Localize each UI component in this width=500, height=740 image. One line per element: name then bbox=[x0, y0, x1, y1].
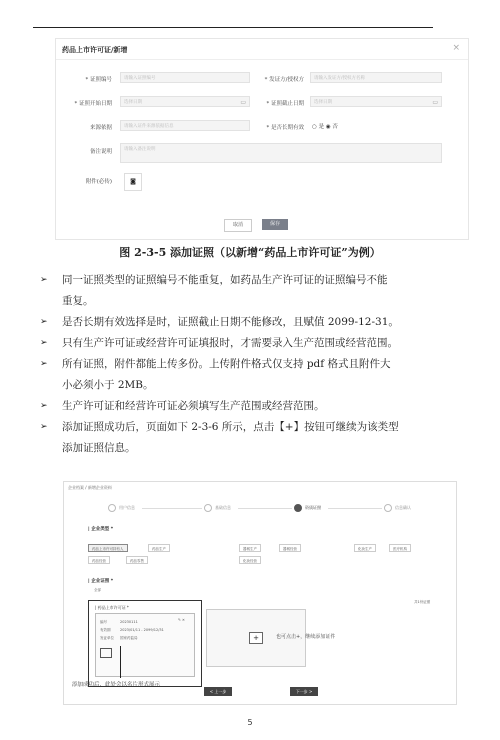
bullet-arrow-icon: ➢ bbox=[40, 317, 48, 327]
calendar-icon[interactable]: ▭ bbox=[432, 99, 438, 106]
add-license-dialog bbox=[55, 38, 469, 240]
bullet-text: 只有生产许可证或经营许可证填报时，才需要录入生产范围或经营范围。 bbox=[62, 337, 398, 349]
bullet-text: 生产许可证和经营许可证必须填写生产范围或经营范围。 bbox=[62, 400, 325, 412]
step-label: 基础信息 bbox=[215, 505, 231, 510]
end-date-input[interactable] bbox=[310, 96, 442, 107]
long-term-label: * 是否长期有效 bbox=[266, 125, 304, 131]
bullet-item bbox=[40, 291, 460, 312]
type-checkbox[interactable]: 药品零售 bbox=[126, 556, 148, 564]
prev-step-button[interactable]: < 上一步 bbox=[204, 687, 232, 696]
section-enterprise-license: | 企业证照 * bbox=[88, 579, 114, 584]
step-dot-active bbox=[294, 504, 302, 512]
figure-caption: 图 2-3-5 添加证照（以新增“药品上市许可证”为例） bbox=[119, 246, 381, 259]
close-icon[interactable]: × bbox=[452, 43, 460, 53]
bullet-arrow-icon: ➢ bbox=[40, 401, 48, 411]
success-note: 添加成功后，此处会以名片形式展示 bbox=[72, 682, 161, 688]
type-checkbox[interactable]: 化妆生产 bbox=[354, 544, 376, 552]
bullet-list bbox=[40, 270, 460, 459]
add-hint: 也可点击+，继续添加证件 bbox=[276, 634, 336, 640]
save-button[interactable]: 保存 bbox=[262, 219, 288, 230]
bullet-arrow-icon: ➢ bbox=[40, 338, 48, 348]
bullet-arrow-icon: ➢ bbox=[40, 359, 48, 369]
card-value: 国家药监局 bbox=[120, 636, 138, 640]
long-term-radio-group bbox=[312, 122, 338, 130]
bullet-text: 同一证照类型的证照编号不能重复，如药品生产许可证的证照编号不能 bbox=[62, 274, 388, 286]
plus-button[interactable]: + bbox=[249, 632, 263, 644]
license-tab[interactable]: 全部 bbox=[94, 588, 101, 592]
start-date-placeholder: 选择日期 bbox=[124, 100, 142, 105]
step-dot bbox=[384, 504, 392, 512]
bullet-item bbox=[40, 333, 460, 354]
radio-yes-label: 是 bbox=[318, 124, 325, 130]
section-enterprise-type: | 企业类型 * bbox=[88, 527, 114, 532]
bullet-text: 重复。 bbox=[62, 295, 94, 307]
type-checkbox[interactable]: 器械生产 bbox=[239, 544, 261, 552]
card-key: 有效期 bbox=[100, 628, 111, 632]
card-value: 2023/01/11 - 2099/12/31 bbox=[120, 628, 164, 632]
bullet-arrow-icon bbox=[40, 291, 62, 312]
source-label: 来源依据 bbox=[89, 125, 112, 131]
bullet-text: 小必须小于 2MB。 bbox=[62, 379, 154, 391]
license-card bbox=[88, 600, 202, 687]
step-dot bbox=[204, 504, 212, 512]
issuer-input[interactable]: 请输入发证方/授权方名称 bbox=[310, 72, 442, 83]
bullet-text: 所有证照，附件都能上传多份。上传附件格式仅支持 pdf 格式且附件大 bbox=[62, 358, 391, 370]
radio-yes[interactable]: ○ 是 bbox=[312, 124, 325, 130]
bullet-item bbox=[40, 312, 460, 333]
cert-no-label: * 证照编号 bbox=[85, 77, 112, 83]
bullet-item bbox=[40, 417, 460, 438]
card-key: 编号 bbox=[100, 620, 107, 624]
card-value: 20230111 bbox=[120, 620, 138, 624]
bullet-arrow-icon: ➢ bbox=[40, 275, 48, 285]
bullet-arrow-icon bbox=[40, 438, 62, 459]
type-checkbox[interactable]: 药品上市许可持有人 bbox=[88, 544, 128, 552]
edit-delete-icon[interactable]: ✎ ✕ bbox=[178, 618, 185, 622]
end-date-placeholder: 选择日期 bbox=[314, 100, 332, 105]
step-label: 用户信息 bbox=[119, 505, 135, 510]
radio-no[interactable]: ◉ 否 bbox=[325, 124, 338, 130]
start-date-input[interactable] bbox=[120, 96, 250, 107]
bullet-arrow-icon: ➢ bbox=[40, 422, 48, 432]
type-checkbox[interactable]: 器械经营 bbox=[279, 544, 301, 552]
bullet-item bbox=[40, 396, 460, 417]
arrow-line bbox=[120, 646, 121, 678]
type-checkbox[interactable]: 医疗机构 bbox=[389, 544, 411, 552]
breadcrumb: 企业档案 / 新增企业资料 bbox=[68, 485, 112, 490]
step-label: 资质证照 bbox=[305, 505, 321, 510]
bullet-item bbox=[40, 375, 460, 396]
step-line bbox=[142, 508, 202, 509]
dialog-divider bbox=[56, 59, 468, 60]
cancel-button[interactable]: 取消 bbox=[224, 219, 252, 232]
remark-label: 备注说明 bbox=[89, 149, 112, 155]
issuer-label: * 发证方/授权方 bbox=[264, 77, 304, 83]
license-count: 共1份证照 bbox=[414, 600, 431, 604]
type-checkbox[interactable]: 化妆经营 bbox=[239, 556, 261, 564]
step-dot bbox=[108, 504, 116, 512]
license-business-card[interactable] bbox=[95, 613, 195, 677]
bullet-arrow-icon bbox=[40, 375, 62, 396]
cert-no-input[interactable]: 请输入证照编号 bbox=[120, 72, 250, 83]
bullet-item bbox=[40, 438, 460, 459]
card-key: 发证单位 bbox=[100, 636, 114, 640]
bullet-text: 是否长期有效选择是时，证照截止日期不能修改，且赋值 2099-12-31。 bbox=[62, 316, 399, 328]
attachment-label: 附件(必传) bbox=[85, 179, 112, 185]
step-line bbox=[328, 508, 382, 509]
bullet-item bbox=[40, 270, 460, 291]
bullet-item bbox=[40, 354, 460, 375]
dialog-title: 药品上市许可证/新增 bbox=[62, 46, 128, 54]
start-date-label: * 证照开始日期 bbox=[74, 101, 112, 107]
card-title: | 药品上市许可证 * bbox=[95, 605, 129, 610]
license-list-screenshot bbox=[63, 481, 457, 705]
end-date-label: * 证照截止日期 bbox=[266, 101, 304, 107]
remark-textarea[interactable]: 请输入备注说明 bbox=[120, 143, 442, 163]
source-input[interactable]: 请输入证件来源依据信息 bbox=[120, 120, 250, 131]
header-rule bbox=[33, 27, 433, 28]
step-line bbox=[238, 508, 292, 509]
type-checkbox[interactable]: 药品生产 bbox=[148, 544, 170, 552]
bullet-text: 添加证照成功后，页面如下 2-3-6 所示，点击【+】按钮可继续为该类型 bbox=[62, 421, 399, 433]
bullet-text: 添加证照信息。 bbox=[62, 442, 136, 454]
next-step-button[interactable]: 下一步 > bbox=[290, 687, 318, 696]
radio-no-label: 否 bbox=[332, 124, 338, 130]
file-icon bbox=[100, 648, 112, 658]
camera-icon[interactable]: ◙ bbox=[124, 173, 142, 191]
calendar-icon[interactable]: ▭ bbox=[240, 99, 246, 106]
type-checkbox[interactable]: 药品经营 bbox=[88, 556, 110, 564]
step-label: 信息确认 bbox=[395, 505, 411, 510]
page-number: 5 bbox=[247, 718, 253, 727]
